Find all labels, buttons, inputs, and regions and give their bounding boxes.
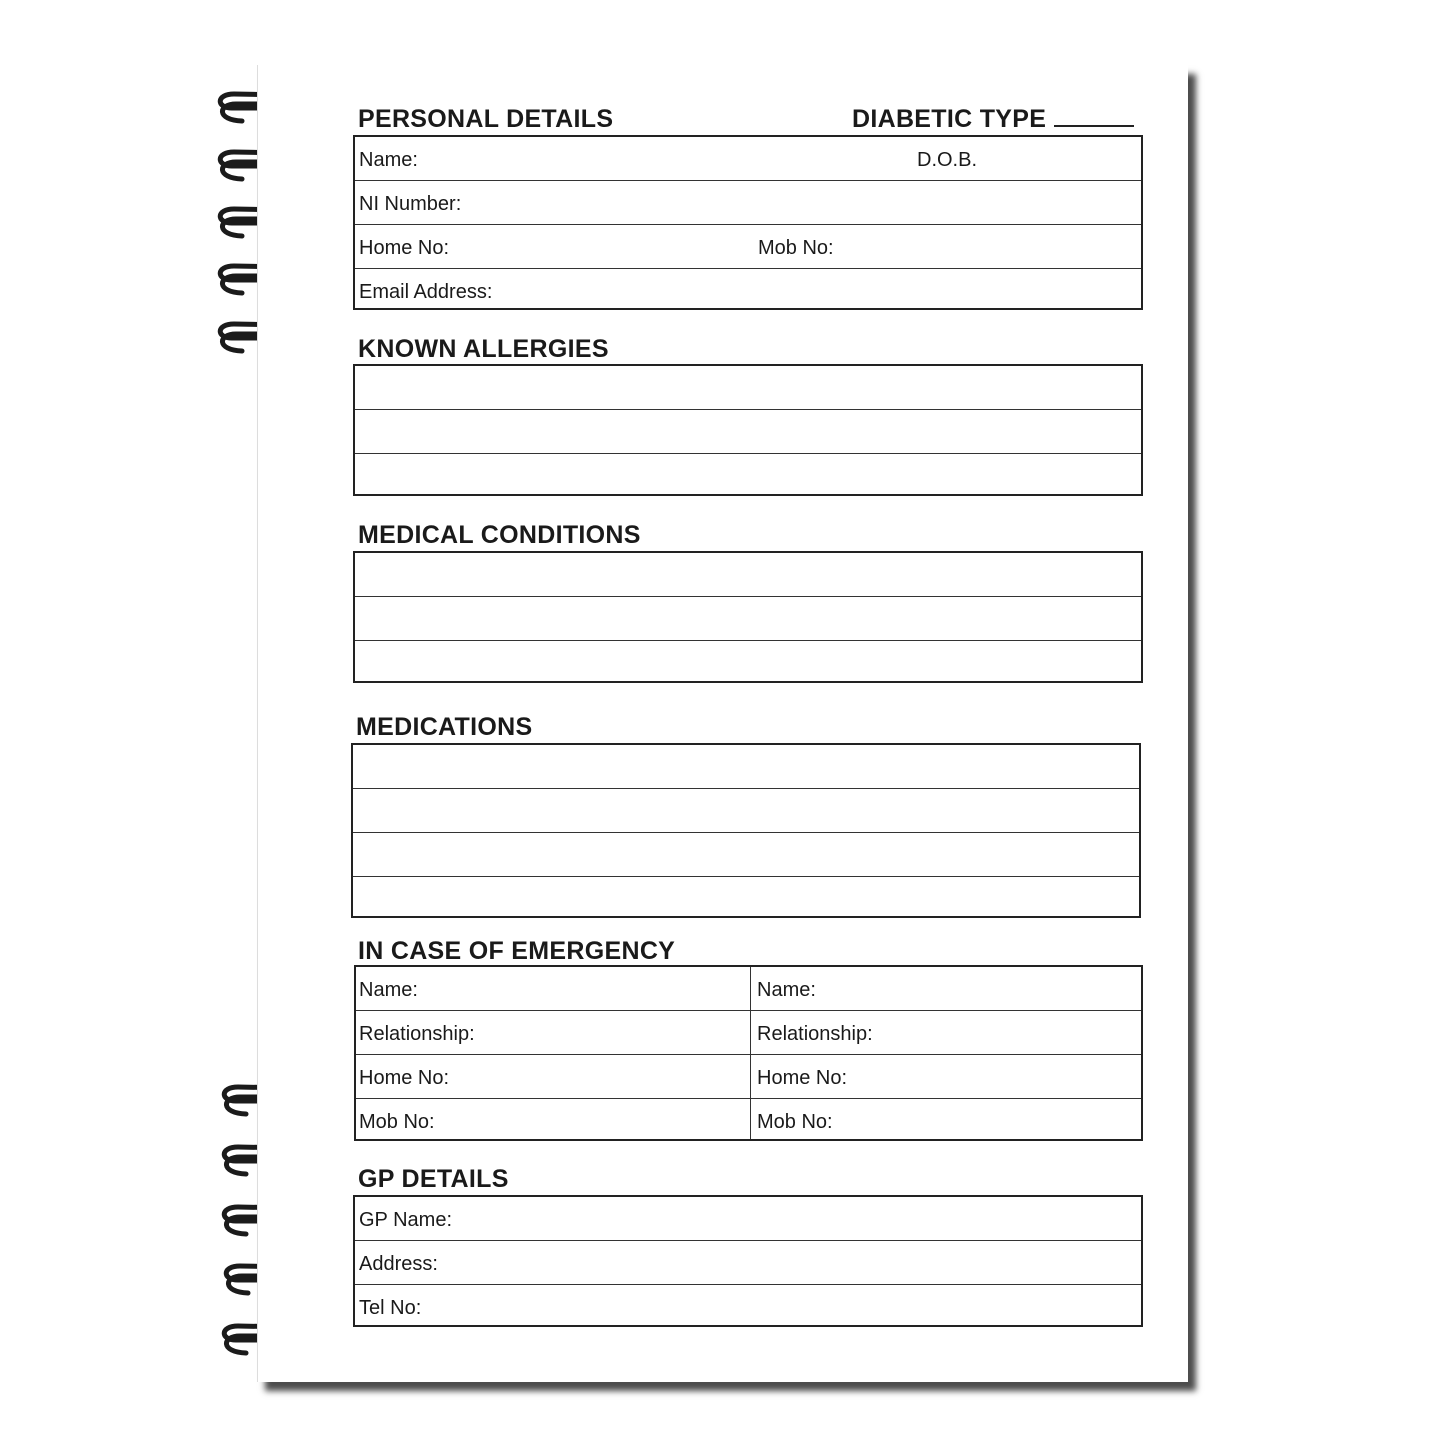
name-row[interactable] (355, 137, 1141, 181)
emergency-heading: IN CASE OF EMERGENCY (358, 937, 676, 965)
contact1-mob-label: Mob No: (359, 1111, 435, 1133)
gp-name-label: GP Name: (359, 1209, 452, 1231)
contact1-home-label: Home No: (359, 1067, 450, 1089)
gp-tel-row[interactable] (355, 1285, 1141, 1329)
emergency-home-row[interactable] (356, 1055, 1141, 1099)
diabetic-type-field[interactable] (1054, 105, 1134, 127)
contact1-name-label: Name: (359, 979, 418, 1001)
contact2-mob-label: Mob No: (757, 1111, 833, 1133)
ni-row[interactable] (355, 181, 1141, 225)
ni-label: NI Number: (359, 193, 462, 215)
gp-address-row[interactable] (355, 1241, 1141, 1285)
contact2-home-label: Home No: (757, 1067, 848, 1089)
allergies-heading: KNOWN ALLERGIES (358, 335, 609, 363)
home-label: Home No: (359, 237, 450, 259)
gp-heading: GP DETAILS (358, 1165, 509, 1193)
medications-table (351, 743, 1141, 918)
medications-heading: MEDICATIONS (356, 713, 533, 741)
allergy-line[interactable] (355, 454, 1141, 498)
condition-line[interactable] (355, 553, 1141, 597)
emergency-name-row[interactable] (356, 967, 1141, 1011)
medication-line[interactable] (353, 877, 1139, 921)
gp-name-row[interactable] (355, 1197, 1141, 1241)
emergency-mob-row[interactable] (356, 1099, 1141, 1143)
diabetic-type-label (852, 105, 1134, 134)
dob-label: D.O.B. (917, 149, 978, 171)
gp-address-label: Address: (359, 1253, 438, 1275)
condition-line[interactable] (355, 641, 1141, 685)
allergies-table (353, 364, 1143, 496)
emergency-table (354, 965, 1143, 1141)
phone-row[interactable] (355, 225, 1141, 269)
condition-line[interactable] (355, 597, 1141, 641)
diabetic-type-text: DIABETIC TYPE (852, 105, 1047, 133)
personal-details-heading: PERSONAL DETAILS (358, 105, 614, 133)
conditions-heading: MEDICAL CONDITIONS (358, 521, 641, 549)
gp-tel-label: Tel No: (359, 1297, 422, 1319)
gp-table (353, 1195, 1143, 1327)
email-label: Email Address: (359, 281, 493, 303)
allergy-line[interactable] (355, 366, 1141, 410)
conditions-table (353, 551, 1143, 683)
contact1-relationship-label: Relationship: (359, 1023, 475, 1045)
emergency-relationship-row[interactable] (356, 1011, 1141, 1055)
email-row[interactable] (355, 269, 1141, 310)
name-label: Name: (359, 149, 418, 171)
mob-label: Mob No: (758, 237, 834, 259)
contact2-name-label: Name: (757, 979, 816, 1001)
contact2-relationship-label: Relationship: (757, 1023, 873, 1045)
medication-line[interactable] (353, 745, 1139, 789)
allergy-line[interactable] (355, 410, 1141, 454)
medication-line[interactable] (353, 789, 1139, 833)
personal-details-table (353, 135, 1143, 310)
medication-line[interactable] (353, 833, 1139, 877)
